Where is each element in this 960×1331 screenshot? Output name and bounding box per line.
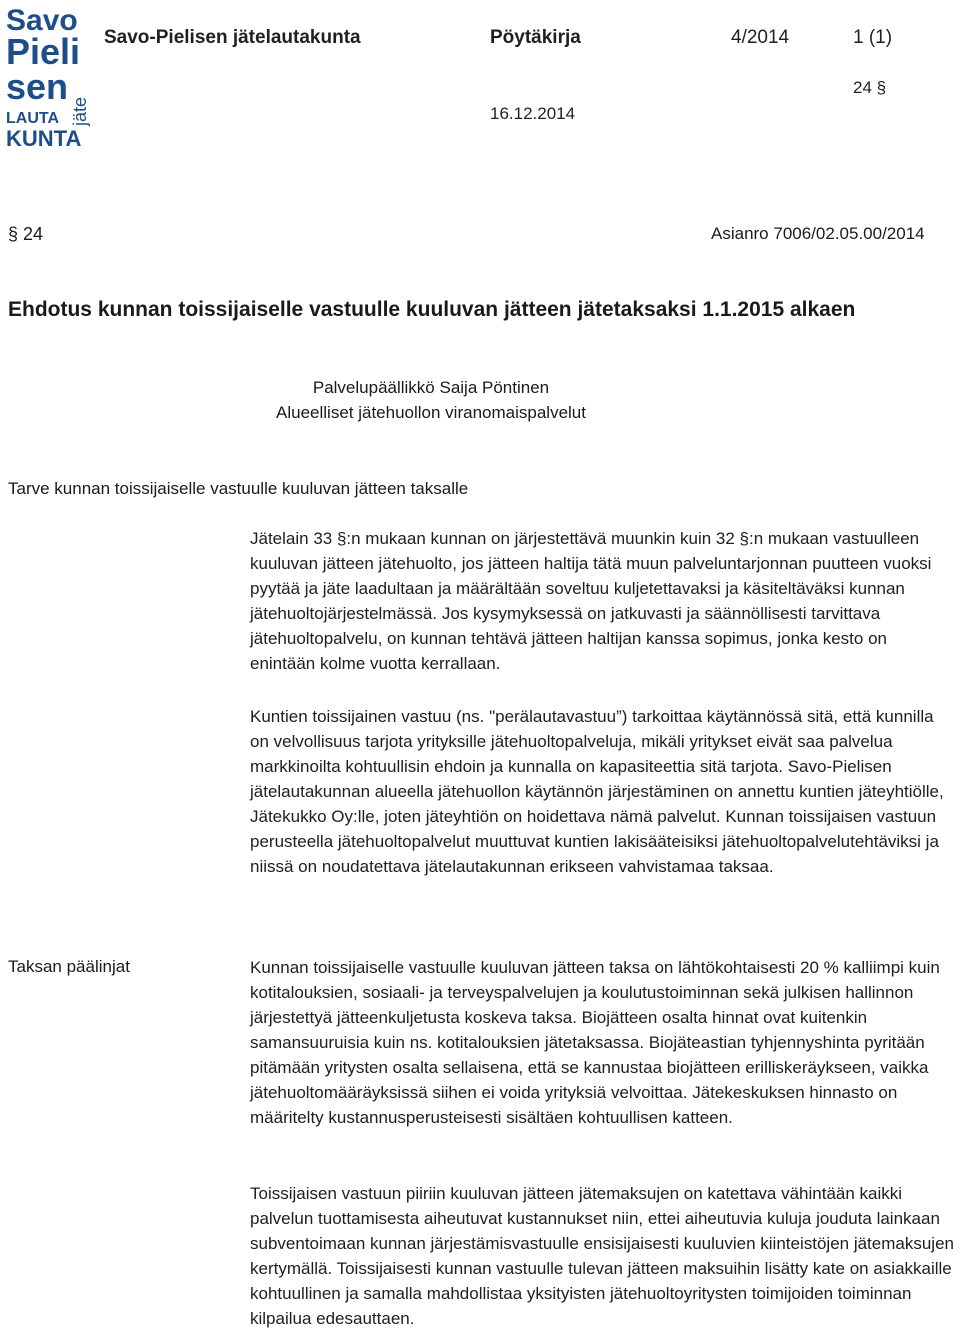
case-number: Asianro 7006/02.05.00/2014	[711, 224, 925, 243]
header-doc-type: Pöytäkirja	[490, 27, 581, 48]
header-page-count: 1 (1)	[853, 27, 893, 48]
logo-line-5: KUNTA	[6, 126, 82, 150]
need-heading: Tarve kunnan toissijaiselle vastuulle kuuluvan jätteen taksalle	[8, 479, 469, 498]
logo-line-1: Savo	[6, 4, 78, 37]
need-text-1: Jätelain 33 §:n mukaan kunnan on järjestettävä muunkin kuin 32 §:n mukaan vastuulleen kuuluvan jätteen jätehuolto, jos jätteen haltija tätä muun palveluntarjonnan puutteen vuoksi pyytää ja jäte laadultaan ja määrältään soveltuu kuljetettavaksi ja käsiteltäväksi kunnan jätehuoltojärjestelmässä. Jos kysymyksessä on jatkuvasti ja säännöllisesti tarvittava jätehuoltopalvelu, on kunnan tehtävä jätteen haltijan kanssa sopimus, jonka kesto on enintään kolme vuotta kerrallaan.	[250, 529, 932, 673]
header-doc-number: 4/2014	[731, 27, 790, 48]
presenter-unit: Alueelliset jätehuollon viranomaispalvelut	[276, 403, 586, 422]
organization-logo	[4, 4, 92, 150]
tariff-label: Taksan päälinjat	[8, 957, 130, 976]
presenter-name: Palvelupäällikkö Saija Pöntinen	[312, 378, 550, 397]
header-date: 16.12.2014	[490, 104, 576, 123]
tariff-text-1: Kunnan toissijaiselle vastuulle kuuluvan jätteen taksa on lähtökohtaisesti 20 % kalliimpi kuin kotitalouksien, sosiaali- ja terveyspalvelujen ja koulutustoiminnan sekä julkisen hallinnon järjestettyä jätteenkuljetusta koskeva taksa. Biojätteen osalta hinnat ovat kuitenkin samansuuruisia kuin ns. kotitalouksien jätetaksassa. Biojäteastian tyhjennyshinta pyritään pitämään yritysten osalta sellaisena, että se kannustaa biojätteen erilliskeräykseen, vaikka jätehuoltomääräyksissä siihen ei voida yrityksiä velvoittaa. Jätekeskuksen hinnasto on määritelty kustannusperusteisesti sisältäen kohtuullisen katteen.	[250, 958, 940, 1127]
section-number: § 24	[8, 224, 44, 244]
tariff-text-2: Toissijaisen vastuun piiriin kuuluvan jätteen jätemaksujen on katettava vähintään kaikki palvelun tuottamisesta aiheutuvat kustannukset niin, ettei aiheutuvia kuluja jouduta lainkaan subventoimaan kunnan järjestämisvastuulle ensisijaisesti kuuluvien kiinteistöjen jätemaksujen kertymällä. Toissijaisesti kunnan vastuulle tulevan jätteen maksuihin lisätty kate on asiakkaille kohtuullinen ja samalla mahdollistaa yksityisten jätehuoltoyritysten toimijoiden toiminnan kilpailua edesauttaen.	[250, 1184, 954, 1328]
need-text-2: Kuntien toissijainen vastuu (ns. "perälautavastuu”) tarkoittaa käytännössä sitä, että kunnilla on velvollisuus tarjota yrityksille jätehuoltopalveluja, mikäli yritykset eivät saa palvelua markkinoilta kohtuullisin ehdoin ja kunnalla on kapasiteettia sitä tarjota. Savo-Pielisen jätelautakunnan alueella jätehuollon käytännön järjestäminen on annettu kuntien jäteyhtiölle, Jätekukko Oy:lle, joten jäteyhtiön on hoidettava nämä palvelut. Kunnan toissijaisen vastuun perusteella jätehuoltopalvelut muuttuvat kuntien lakisääteisiksi jätehuoltopalvelutehtäviksi ja niissä on noudatettava jätelautakunnan erikseen vahvistamaa taksaa.	[250, 707, 944, 876]
need-paragraph-2	[250, 704, 955, 879]
logo-graphic	[4, 4, 92, 150]
logo-tag: jäte	[70, 96, 90, 126]
section-title: Ehdotus kunnan toissijaiselle vastuulle kuuluvan jätteen jätetaksaksi 1.1.2015 alkaen	[8, 298, 856, 321]
tariff-paragraph-1	[250, 955, 955, 1130]
tariff-paragraph-2	[250, 1181, 955, 1331]
logo-line-2: Pieli	[6, 31, 81, 72]
logo-line-3: sen	[6, 66, 69, 107]
header-organization: Savo-Pielisen jätelautakunta	[104, 27, 361, 48]
need-paragraph-1	[250, 526, 955, 676]
logo-line-4: LAUTA	[6, 110, 60, 127]
header-section-ref: 24 §	[853, 78, 887, 97]
